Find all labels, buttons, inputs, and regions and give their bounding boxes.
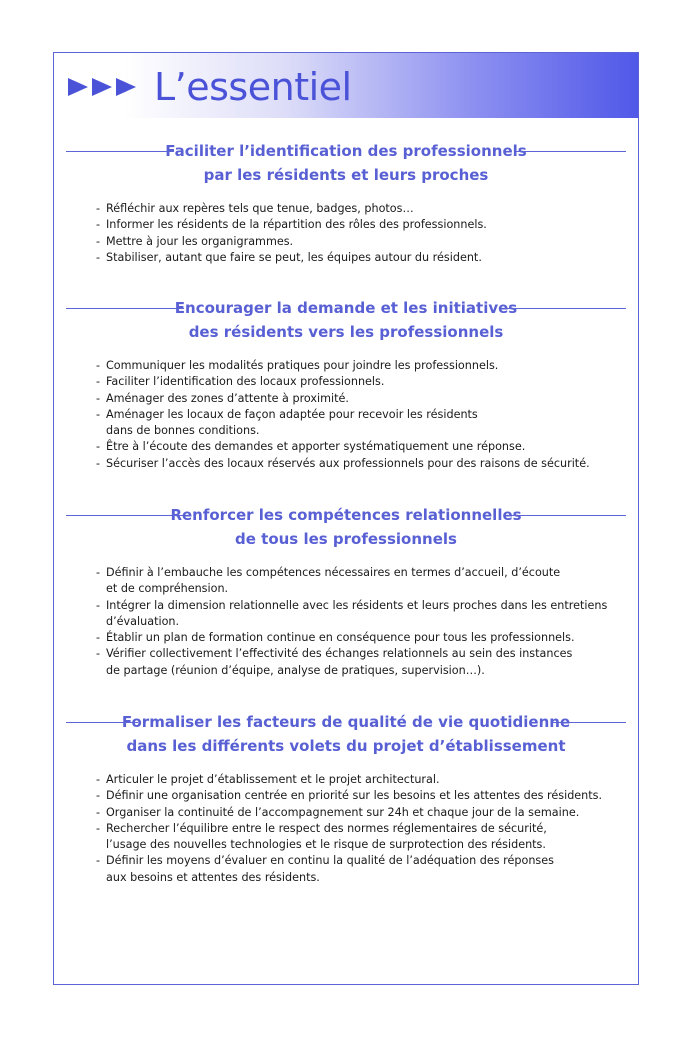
heading-line-1: Encourager la demande et les initiatives [174,299,518,317]
list-item: - Informer les résidents de la répartition des rôles des professionnels. [96,217,626,233]
section-heading [54,139,638,187]
heading-rule-left [66,515,184,516]
section-qualite-de-vie [54,710,638,884]
heading-rule-right [516,151,626,152]
list-item: - Rechercher l’équilibre entre le respect des normes réglementaires de sécurité, l’usage des nouvelles technologies et le risque de surprotection des résidents. [96,821,626,854]
list-item: - Être à l’écoute des demandes et apporter systématiquement une réponse. [96,439,626,455]
heading-rule-right [508,515,626,516]
bullet-list [96,772,626,886]
list-item: - Mettre à jour les organigrammes. [96,234,626,250]
triple-chevron-right-icon [68,76,160,98]
list-item: - Aménager des zones d’attente à proximité. [96,391,626,407]
header-banner [54,53,638,118]
list-item: - Faciliter l’identification des locaux professionnels. [96,374,626,390]
list-item: - Communiquer les modalités pratiques pour joindre les professionnels. [96,358,626,374]
heading-line-1: Renforcer les compétences relationnelles [170,506,522,524]
heading-rule-left [66,722,138,723]
list-item: - Intégrer la dimension relationnelle avec les résidents et leurs proches dans les entretiens d’évaluation. [96,598,626,631]
list-item: - Définir une organisation centrée en priorité sur les besoins et les attentes des résidents. [96,788,626,804]
heading-rule-right [504,308,626,309]
section-heading [54,710,638,758]
list-item: - Organiser la continuité de l’accompagnement sur 24h et chaque jour de la semaine. [96,805,626,821]
section-heading [54,296,638,344]
section-initiatives [54,296,638,470]
heading-line-2: des résidents vers les professionnels [188,323,504,341]
list-item: - Réfléchir aux repères tels que tenue, badges, photos… [96,201,626,217]
heading-rule-left [66,151,174,152]
list-item: - Établir un plan de formation continue en conséquence pour tous les professionnels. [96,630,626,646]
section-heading [54,503,638,551]
bullet-list [96,201,626,266]
list-item: - Sécuriser l’accès des locaux réservés aux professionnels pour des raisons de sécurité. [96,456,626,472]
bullet-list [96,358,626,472]
heading-line-1: Faciliter l’identification des professionnels [165,142,527,160]
list-item: - Vérifier collectivement l’effectivité des échanges relationnels au sein des instances de partage (réunion d’équipe, analyse de pratiques, supervision…). [96,646,626,679]
bullet-list [96,565,626,679]
heading-rule-left [66,308,184,309]
section-identification [54,139,638,264]
heading-line-2: dans les différents volets du projet d’établissement [126,737,566,755]
section-competences [54,503,638,677]
list-item: - Définir à l’embauche les compétences nécessaires en termes d’accueil, d’écoute et de compréhension. [96,565,626,598]
list-item: - Aménager les locaux de façon adaptée pour recevoir les résidents dans de bonnes conditions. [96,407,626,440]
heading-rule-right [552,722,626,723]
list-item: - Définir les moyens d’évaluer en continu la qualité de l’adéquation des réponses aux besoins et attentes des résidents. [96,853,626,886]
content-frame [53,52,639,985]
list-item: - Articuler le projet d’établissement et le projet architectural. [96,772,626,788]
heading-line-2: de tous les professionnels [235,530,457,548]
page-title: L’essentiel [154,65,352,109]
heading-line-1: Formaliser les facteurs de qualité de vie quotidienne [121,713,571,731]
heading-line-2: par les résidents et leurs proches [203,166,489,184]
list-item: - Stabiliser, autant que faire se peut, les équipes autour du résident. [96,250,626,266]
